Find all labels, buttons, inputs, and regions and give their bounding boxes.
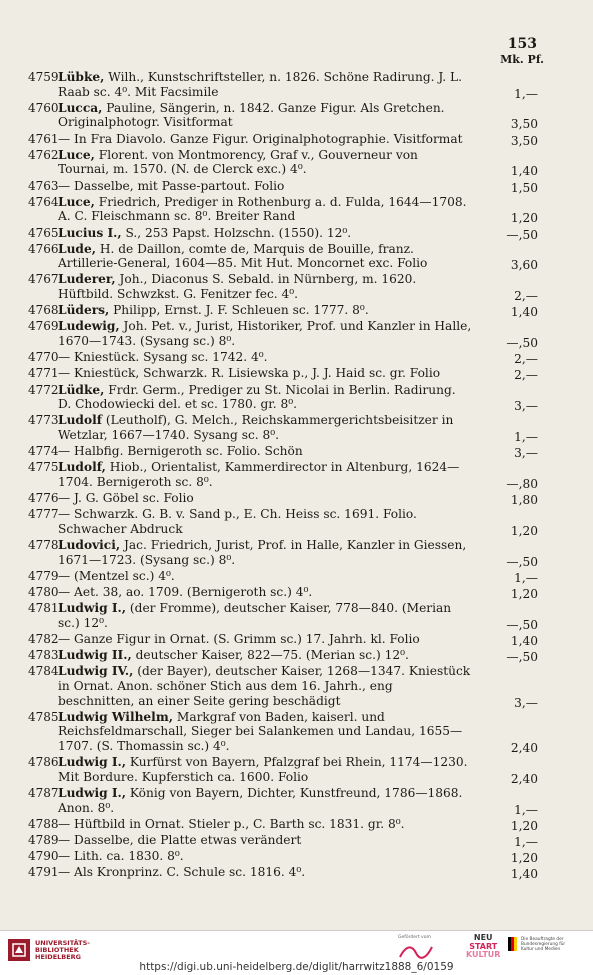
entry-description — [58, 350, 267, 364]
entry-price: 1,— — [514, 86, 538, 101]
entry-name: Ludolf — [58, 413, 102, 428]
entry-number: 4779 — [28, 568, 59, 583]
entry-description — [58, 460, 459, 489]
entry-description — [58, 569, 175, 583]
entry-price: —,50 — [506, 650, 538, 665]
entry-text: — Kniestück. Sysang sc. 1742. 4⁰. — [58, 350, 268, 365]
catalog-entry — [28, 179, 538, 194]
entry-description — [58, 195, 467, 224]
entry-text: — Dasselbe, mit Passe-partout. Folio — [58, 178, 285, 193]
catalog-entry — [28, 303, 538, 318]
page-number: 153 — [507, 36, 537, 52]
entry-number: 4768 — [28, 303, 59, 318]
catalog-entry — [28, 648, 538, 663]
entry-price: 1,40 — [510, 164, 538, 179]
entry-number: 4775 — [28, 460, 59, 475]
entry-price: 2,— — [514, 368, 538, 383]
entry-text: — J. G. Göbel sc. Folio — [58, 491, 194, 506]
catalog-entry — [28, 710, 538, 754]
entry-number: 4762 — [28, 147, 59, 162]
entry-description — [58, 148, 418, 177]
entry-description — [58, 383, 456, 412]
entry-text: — (Mentzel sc.) 4⁰. — [58, 568, 175, 583]
entry-price: 2,40 — [510, 740, 538, 755]
entry-name: Luce, — [58, 147, 95, 162]
entry-price: 1,20 — [510, 211, 538, 226]
entry-number: 4770 — [28, 350, 59, 365]
entry-text: Frdr. Germ., Prediger zu St. Nicolai in Berlin. Radirung. D. Chodowiecki del. et sc. 1780. gr. 8⁰. — [58, 382, 456, 412]
entry-price: 2,— — [514, 352, 538, 367]
library-name-line2: BIBLIOTHEK — [35, 945, 79, 954]
entry-number: 4778 — [28, 538, 59, 553]
entry-name: Ludwig I., — [58, 785, 127, 800]
entry-description — [58, 786, 462, 815]
catalog-entry — [28, 195, 538, 224]
entry-text: S., 253 Papst. Holzschn. (1550). 12⁰. — [121, 225, 352, 240]
entry-text: Pauline, Sängerin, n. 1842. Ganze Figur. Als Gretchen. Originalphotogr. Visitformat — [58, 100, 445, 130]
entry-text: — Ganze Figur in Ornat. (S. Grimm sc.) 17. Jahrh. kl. Folio — [58, 632, 420, 647]
footer-bar — [0, 930, 593, 975]
entry-text: Kurfürst von Bayern, Pfalzgraf bei Rhein, 1174—1230. Mit Bordure. Kupferstich ca. 1600. Folio — [58, 755, 468, 784]
entry-name: Luderer, — [58, 272, 116, 287]
entry-description — [58, 755, 468, 784]
entry-number: 4771 — [28, 366, 59, 381]
entry-description — [58, 664, 470, 707]
neustart-line1: NEU — [473, 933, 493, 942]
entry-name: Lüders, — [58, 303, 110, 318]
entry-price: 1,— — [514, 834, 538, 849]
entry-price: 3,— — [514, 446, 538, 461]
entry-text: — Als Kronprinz. C. Schule sc. 1816. 4⁰. — [58, 865, 306, 880]
entry-price: 3,— — [514, 399, 538, 414]
entry-price: —,80 — [506, 476, 538, 491]
entry-name: Ludwig IV., — [58, 664, 134, 679]
catalog-entry — [28, 319, 538, 351]
entry-description — [58, 507, 417, 536]
entry-text: — Hüftbild in Ornat. Stieler p., C. Barth sc. 1831. gr. 8⁰. — [58, 816, 405, 831]
neustart-kultur-logo[interactable] — [466, 934, 500, 960]
entry-price: 1,40 — [510, 634, 538, 649]
entry-description — [58, 132, 463, 146]
entry-number: 4789 — [28, 832, 59, 847]
catalog-entry — [28, 101, 538, 130]
entry-price: 1,50 — [510, 180, 538, 195]
catalog-entry — [28, 538, 538, 567]
catalog-entry — [28, 632, 538, 647]
entry-number: 4787 — [28, 785, 59, 800]
entry-text: — In Fra Diavolo. Ganze Figur. Originalphotographie. Visitformat — [58, 131, 463, 146]
entry-text: Joh., Diaconus S. Sebald. in Nürnberg, m. 1620. Hüftbild. Schwzkst. G. Fenitzer fec. 4⁰. — [58, 272, 417, 302]
entry-name: Luce, — [58, 194, 95, 209]
catalog-entry — [28, 491, 538, 506]
entry-name: Ludolf, — [58, 460, 106, 475]
catalog-entry — [28, 817, 538, 832]
entry-description — [58, 303, 369, 317]
entry-text: — Lith. ca. 1830. 8⁰. — [58, 849, 184, 864]
bkm-logo[interactable] — [508, 937, 577, 952]
entry-description — [58, 70, 462, 99]
entry-number: 4791 — [28, 865, 59, 880]
entry-name: Ludwig II., — [58, 648, 132, 663]
entry-number: 4781 — [28, 601, 59, 616]
library-name — [35, 940, 90, 961]
entry-description — [58, 444, 303, 458]
entry-price: —,50 — [506, 617, 538, 632]
entry-number: 4760 — [28, 100, 59, 115]
entry-text: — Aet. 38, ao. 1709. (Bernigeroth sc.) 4⁰. — [58, 585, 313, 600]
catalog-entry — [28, 865, 538, 880]
entry-name: Lüdke, — [58, 382, 105, 397]
entry-description — [58, 413, 453, 442]
catalog-entry — [28, 569, 538, 584]
entry-description — [58, 710, 462, 753]
entry-description — [58, 833, 301, 847]
entry-price: 2,— — [514, 289, 538, 304]
entry-name: Lucca, — [58, 100, 103, 115]
entry-price: 1,40 — [510, 305, 538, 320]
catalog-entry — [28, 272, 538, 304]
catalog-entry — [28, 148, 538, 177]
entry-description — [58, 865, 305, 879]
library-name-line1: UNIVERSITÄTS- — [35, 938, 90, 947]
entry-name: Ludwig I., — [58, 755, 127, 770]
entry-price: 1,— — [514, 429, 538, 444]
catalog-entry — [28, 366, 538, 381]
entry-number: 4777 — [28, 507, 59, 522]
neustart-line2: START — [469, 941, 498, 951]
entry-text: — Kniestück, Schwarzk. R. Lisiewska p., J. J. Haid sc. gr. Folio — [58, 366, 441, 381]
entry-number: 4783 — [28, 648, 59, 663]
entry-price: —,50 — [506, 227, 538, 242]
entry-price: 1,20 — [510, 851, 538, 866]
entry-description — [58, 601, 451, 630]
entry-price: 1,20 — [510, 818, 538, 833]
catalog-entry — [28, 601, 538, 630]
entry-text: Jac. Friedrich, Jurist, Prof. in Halle, Kanzler in Giessen, 1671—1723. (Sysang sc.) 8⁰. — [58, 538, 467, 567]
entry-text: — Schwarzk. G. B. v. Sand p., E. Ch. Heiss sc. 1691. Folio. Schwacher Abdruck — [58, 507, 417, 536]
catalog-entry — [28, 350, 538, 365]
entry-text: Joh. Pet. v., Jurist, Historiker, Prof. und Kanzler in Halle, 1670—1743. (Sysang sc.) 8⁰. — [58, 319, 472, 349]
entry-number: 4790 — [28, 849, 59, 864]
entry-text: Wilh., Kunstschriftsteller, n. 1826. Schöne Radirung. J. L. Raab sc. 4⁰. Mit Facsimile — [58, 70, 463, 99]
catalog-entry — [28, 664, 538, 708]
entry-text: — Dasselbe, die Platte etwas verändert — [58, 832, 302, 847]
entry-description — [58, 491, 194, 505]
entry-price: 1,80 — [510, 493, 538, 508]
entry-price: 2,40 — [510, 771, 538, 786]
entry-name: Ludewig, — [58, 319, 120, 334]
entry-number: 4772 — [28, 382, 59, 397]
entry-price: 3,50 — [510, 133, 538, 148]
catalog-entry — [28, 786, 538, 815]
source-url[interactable]: https://digi.ub.uni-heidelberg.de/diglit/harrwitz1888_6/0159 — [139, 961, 454, 973]
entry-number: 4773 — [28, 413, 59, 428]
entry-name: Ludwig Wilhelm, — [58, 709, 173, 724]
entry-text: (Leutholf), G. Melch., Reichskammergerichtsbeisitzer in Wetzlar, 1667—1740. Sysang sc. 8⁰. — [58, 413, 454, 442]
entry-text: König von Bayern, Dichter, Kunstfreund, 1786—1868. Anon. 8⁰. — [58, 785, 463, 815]
entry-text: Florent. von Montmorency, Graf v., Gouverneur von Tournai, m. 1570. (N. de Clerck exc.) 4⁰. — [58, 147, 418, 177]
catalog-entry — [28, 132, 538, 147]
entry-text: — Halbfig. Bernigeroth sc. Folio. Schön — [58, 444, 303, 459]
entry-name: Ludovici, — [58, 538, 121, 553]
entry-number: 4774 — [28, 444, 59, 459]
entry-description — [58, 648, 409, 662]
entry-price: 3,50 — [510, 117, 538, 132]
catalog-entry — [28, 755, 538, 784]
catalog-entry — [28, 444, 538, 459]
entry-number: 4784 — [28, 664, 59, 679]
entry-price: —,50 — [506, 336, 538, 351]
federal-eagle-icon — [508, 937, 518, 951]
entry-description — [58, 272, 416, 301]
entry-text: Hiob., Orientalist, Kammerdirector in Altenburg, 1624—1704. Bernigeroth sc. 8⁰. — [58, 460, 460, 489]
entry-price: 1,40 — [510, 867, 538, 882]
entry-number: 4761 — [28, 131, 59, 146]
entry-description — [58, 242, 427, 271]
catalog-entry — [28, 833, 538, 848]
catalog-entry — [28, 460, 538, 489]
catalog-entry — [28, 849, 538, 864]
catalog-entry — [28, 383, 538, 412]
entry-price: 3,60 — [510, 258, 538, 273]
catalog-entry — [28, 413, 538, 442]
price-column-header: Mk. Pf. — [500, 53, 544, 66]
catalog-entry — [28, 242, 538, 271]
entry-description — [58, 849, 184, 863]
catalog-entry — [28, 226, 538, 241]
entry-number: 4776 — [28, 491, 59, 506]
entry-name: Lucius I., — [58, 225, 122, 240]
entry-description — [58, 179, 284, 193]
entry-number: 4785 — [28, 709, 59, 724]
entry-description — [58, 319, 471, 348]
university-seal-icon — [8, 939, 30, 961]
entry-description — [58, 366, 440, 380]
entry-description — [58, 585, 312, 599]
entry-number: 4767 — [28, 272, 59, 287]
entry-description — [58, 101, 445, 130]
entry-number: 4759 — [28, 70, 59, 84]
entry-text: deutscher Kaiser, 822—75. (Merian sc.) 12⁰. — [131, 648, 409, 663]
catalog-entries — [28, 70, 538, 881]
entry-price: 1,— — [514, 570, 538, 585]
entry-text: (der Fromme), deutscher Kaiser, 778—840. (Merian sc.) 12⁰. — [58, 601, 452, 630]
entry-description — [58, 538, 466, 567]
entry-number: 4786 — [28, 755, 59, 770]
entry-number: 4788 — [28, 816, 59, 831]
entry-description — [58, 817, 404, 831]
catalog-entry — [28, 585, 538, 600]
entry-number: 4780 — [28, 585, 59, 600]
entry-text: H. de Daillon, comte de, Marquis de Bouille, franz. Artillerie-General, 1604—85. Mit Hut. Moncornet exc. Folio — [58, 241, 428, 271]
entry-price: 3,— — [514, 695, 538, 710]
entry-name: Lübke, — [58, 70, 105, 84]
library-logo[interactable] — [8, 939, 90, 961]
entry-text: (der Bayer), deutscher Kaiser, 1268—1347. Kniestück in Ornat. Anon. schöner Stich aus dem 16. Jahrh., eng beschnitten, an einer Seite gering beschädigt — [58, 664, 471, 708]
entry-name: Ludwig I., — [58, 601, 127, 616]
entry-number: 4782 — [28, 632, 59, 647]
entry-number: 4764 — [28, 194, 59, 209]
catalog-entry — [28, 70, 538, 99]
catalog-entry — [28, 507, 538, 536]
entry-text: Philipp, Ernst. J. F. Schleuen sc. 1777. 8⁰. — [109, 303, 369, 318]
bkm-text: Die Beauftragte der Bundesregierung für Kultur und Medien — [521, 937, 566, 952]
library-name-line3: HEIDELBERG — [35, 952, 82, 961]
entry-number: 4765 — [28, 225, 59, 240]
entry-price: —,50 — [506, 554, 538, 569]
entry-text: Friedrich, Prediger in Rothenburg a. d. Fulda, 1644—1708. A. C. Fleischmann sc. 8⁰. Breiter Rand — [58, 194, 467, 224]
entry-description — [58, 632, 420, 646]
entry-price: 1,— — [514, 802, 538, 817]
neustart-line3: KULTUR — [466, 950, 501, 959]
entry-text: Markgraf von Baden, kaiserl. und Reichsfeldmarschall, Sieger bei Salankemen und Landau, 1655—1707. (S. Thomassin sc.) 4⁰. — [58, 709, 463, 753]
entry-number: 4763 — [28, 178, 59, 193]
entry-number: 4769 — [28, 319, 59, 334]
entry-price: 1,20 — [510, 523, 538, 538]
entry-price: 1,20 — [510, 587, 538, 602]
entry-description — [58, 226, 351, 240]
sponsor-caption: Gefördert vom — [398, 935, 431, 940]
entry-name: Lude, — [58, 241, 96, 256]
entry-number: 4766 — [28, 241, 59, 256]
